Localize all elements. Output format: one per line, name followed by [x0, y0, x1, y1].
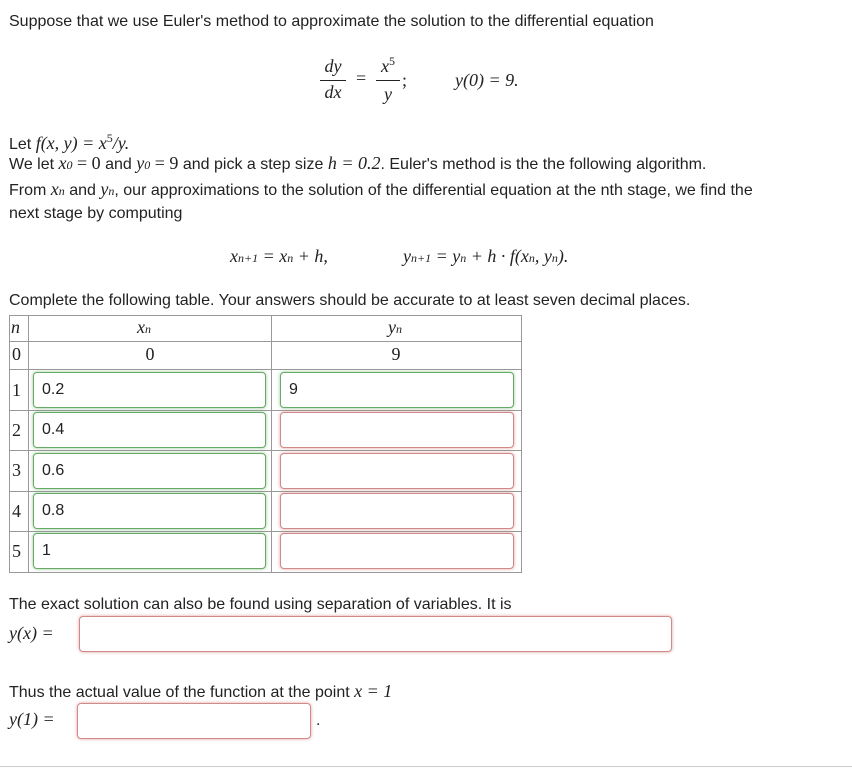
exact-solution-text: The exact solution can also be found using separation of variables. It is: [9, 596, 512, 613]
header-xn: xn: [137, 317, 151, 337]
x5-numerator: $x^5$: [381, 54, 395, 76]
row-divider: [9, 450, 521, 451]
y1-period: .: [316, 712, 321, 729]
exact-solution-label: y(x) =: [9, 623, 54, 643]
row-divider: [9, 531, 521, 532]
row-index: 1: [12, 380, 21, 400]
let-line: Let f(x, $y) = x^5/y$.: [9, 131, 130, 153]
fraction-bar-right: [376, 80, 400, 81]
table-instructions: Complete the following table. Your answers should be accurate to at least seven decimal places.: [9, 292, 691, 309]
x0-value: 0: [145, 344, 155, 364]
row-divider: [9, 410, 521, 411]
row-index: 0: [12, 344, 21, 364]
y5-input[interactable]: [280, 533, 514, 569]
dx-denominator: dx: [324, 82, 342, 102]
y1-input[interactable]: [280, 372, 514, 408]
x2-input[interactable]: [33, 412, 266, 448]
row-index: 5: [12, 541, 21, 561]
y0-value: 9: [391, 344, 401, 364]
fraction-bar-left: [320, 80, 346, 81]
header-n: n: [11, 317, 20, 337]
y2-input[interactable]: [280, 412, 514, 448]
y1-label: y(1) =: [9, 709, 55, 729]
equals-sign: =: [356, 68, 367, 88]
x3-input[interactable]: [33, 453, 266, 489]
row-divider: [9, 491, 521, 492]
x1-input[interactable]: [33, 372, 266, 408]
bottom-divider: [0, 766, 852, 767]
intro-text: Suppose that we use Euler's method to approximate the solution to the differential equation: [9, 13, 654, 30]
next-line: next stage by computing: [9, 205, 183, 222]
semicolon: ;: [402, 70, 408, 90]
row-divider: [9, 369, 521, 370]
initial-condition: y(0) = 9.: [455, 70, 519, 90]
actual-value-text: Thus the actual value of the function at the point x = 1: [9, 681, 393, 701]
row-index: 2: [12, 420, 21, 440]
y1-exact-input[interactable]: [77, 703, 311, 739]
row-index: 4: [12, 501, 21, 521]
y3-input[interactable]: [280, 453, 514, 489]
dy-numerator: dy: [324, 56, 342, 76]
y-recurrence: yn+1 = yn + h · f(xn, yn).: [403, 246, 569, 266]
row-divider: [9, 341, 521, 342]
x4-input[interactable]: [33, 493, 266, 529]
step-line: We let x0 = 0 and y0 = 9 and pick a step size h = 0.2. Euler's method is the the following algorithm.: [9, 153, 707, 173]
y4-input[interactable]: [280, 493, 514, 529]
row-index: 3: [12, 460, 21, 480]
from-line: From xn and yn, our approximations to the solution of the differential equation at the nth stage, we find the: [9, 179, 753, 199]
exact-solution-input[interactable]: [79, 616, 672, 652]
x5-input[interactable]: [33, 533, 266, 569]
x-recurrence: xn+1 = xn + h,: [230, 246, 328, 266]
y-denominator: y: [384, 84, 392, 104]
header-yn: yn: [388, 317, 402, 337]
